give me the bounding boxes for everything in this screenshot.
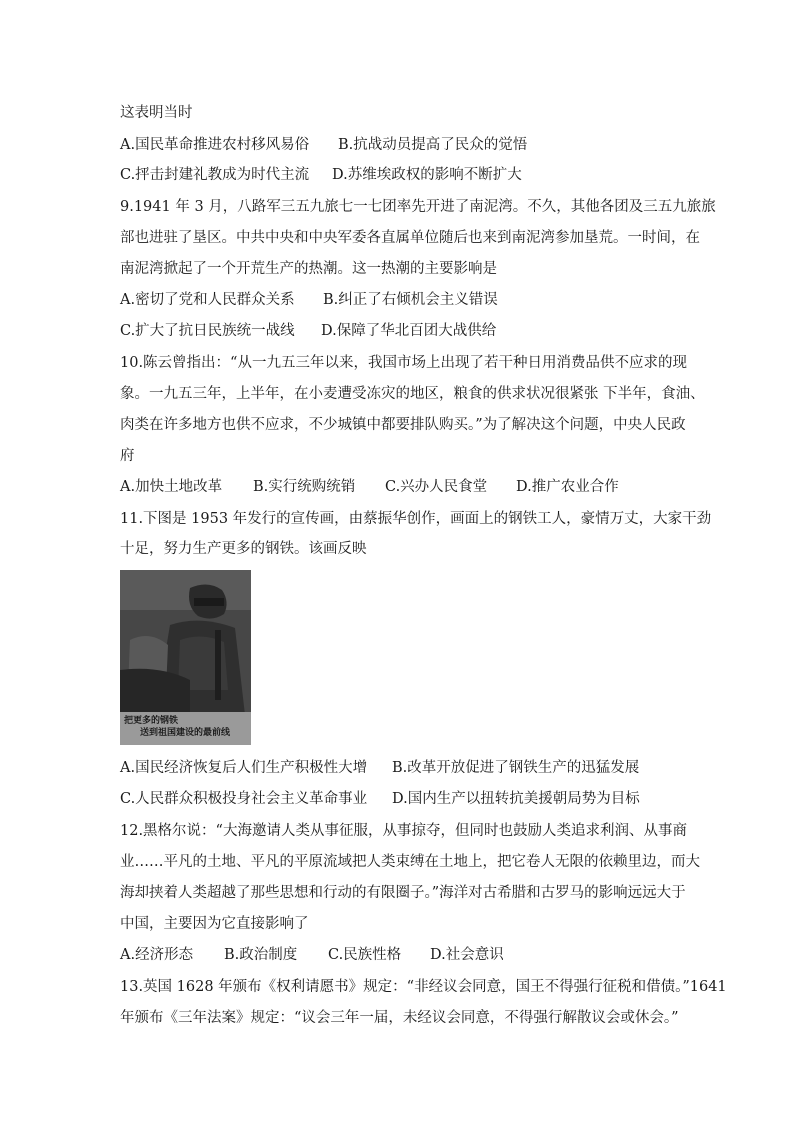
q12-stem-line-3: 海却挟着人类超越了那些思想和行动的有限圈子。”海洋对古希腊和古罗马的影响远远大于 [120,885,686,901]
q8-option-a: A.国民革命推进农村移风易俗 [120,137,310,153]
q8-option-c: C.抨击封建礼教成为时代主流 [120,167,310,183]
q11-stem-line-2: 十足，努力生产更多的钢铁。该画反映 [120,541,367,557]
q10-stem-line-3: 肉类在许多地方也供不应求，不少城镇中都要排队购买。”为了解决这个问题，中央人民政 [120,417,686,433]
q12-option-b: B.政治制度 [224,947,298,963]
q8-option-d: D.苏维埃政权的影响不断扩大 [332,167,522,183]
q9-option-c: C.扩大了抗日民族统一战线 [120,323,295,339]
q10-option-a: A.加快土地改革 [120,479,223,495]
q12-stem-line-1: 12.黑格尔说：“大海邀请人类从事征服，从事掠夺，但同时也鼓励人类追求利润、从事商 [120,823,687,839]
q11-option-a: A.国民经济恢复后人们生产积极性大增 [120,760,368,776]
q12-option-d: D.社会意识 [430,947,504,963]
q10-stem-line-4: 府 [120,448,135,464]
q12-option-a: A.经济形态 [120,947,194,963]
q11-option-d: D.国内生产以扭转抗美援朝局势为目标 [392,791,640,807]
q12-stem-line-4: 中国，主要因为它直接影响了 [120,916,309,932]
q9-stem-line-3: 南泥湾掀起了一个开荒生产的热潮。这一热潮的主要影响是 [120,261,497,277]
q11-option-b: B.改革开放促进了钢铁生产的迅猛发展 [392,760,640,776]
q10-option-b: B.实行统购统销 [253,479,356,495]
poster-caption-line-2: 送到祖国建设的最前线 [140,728,231,738]
steelworker-figure-graphic [120,570,251,715]
q13-stem-line-2: 年颁布《三年法案》规定：“议会三年一届，未经议会同意，不得强行解散议会或休会。” [120,1010,679,1026]
q10-option-d: D.推广农业合作 [516,479,619,495]
q12-stem-line-2: 业……平凡的土地、平凡的平原流域把人类束缚在土地上，把它卷人无限的依赖里边，而大 [120,854,700,870]
q8-stem-tail: 这表明当时 [120,105,193,121]
q10-option-c: C.兴办人民食堂 [385,479,488,495]
poster-caption-line-1: 把更多的钢铁 [124,716,179,726]
q9-option-d: D.保障了华北百团大战供给 [321,323,497,339]
q9-option-b: B.纠正了右倾机会主义错误 [323,292,498,308]
q8-option-b: B.抗战动员提高了民众的觉悟 [338,137,528,153]
q9-option-a: A.密切了党和人民群众关系 [120,292,295,308]
q10-stem-line-2: 象。一九五三年，上半年，在小麦遭受冻灾的地区，粮食的供求状况很紧张 下半年，食油、 [120,386,705,402]
poster-caption [120,712,251,745]
q10-stem-line-1: 10.陈云曾指出：“从一九五三年以来，我国市场上出现了若干种日用消费品供不应求的现 [120,355,687,371]
q13-stem-line-1: 13.英国 1628 年颁布《权利请愿书》规定：“非经议会同意，国王不得强行征税和借债。”1641 [120,979,727,995]
q9-stem-line-1: 9.1941 年 3 月，八路军三五九旅七一七团率先开进了南泥湾。不久，其他各团及三五九旅旅 [120,199,716,215]
q11-stem-line-1: 11.下图是 1953 年发行的宣传画，由蔡振华创作，画面上的钢铁工人，豪情万丈，大家干劲 [120,511,712,527]
q12-option-c: C.民族性格 [328,947,402,963]
q11-option-c: C.人民群众积极投身社会主义革命事业 [120,791,368,807]
q9-stem-line-2: 部也进驻了垦区。中共中央和中央军委各直属单位随后也来到南泥湾参加垦荒。一时间，在 [120,230,700,246]
propaganda-poster-image [120,570,251,745]
